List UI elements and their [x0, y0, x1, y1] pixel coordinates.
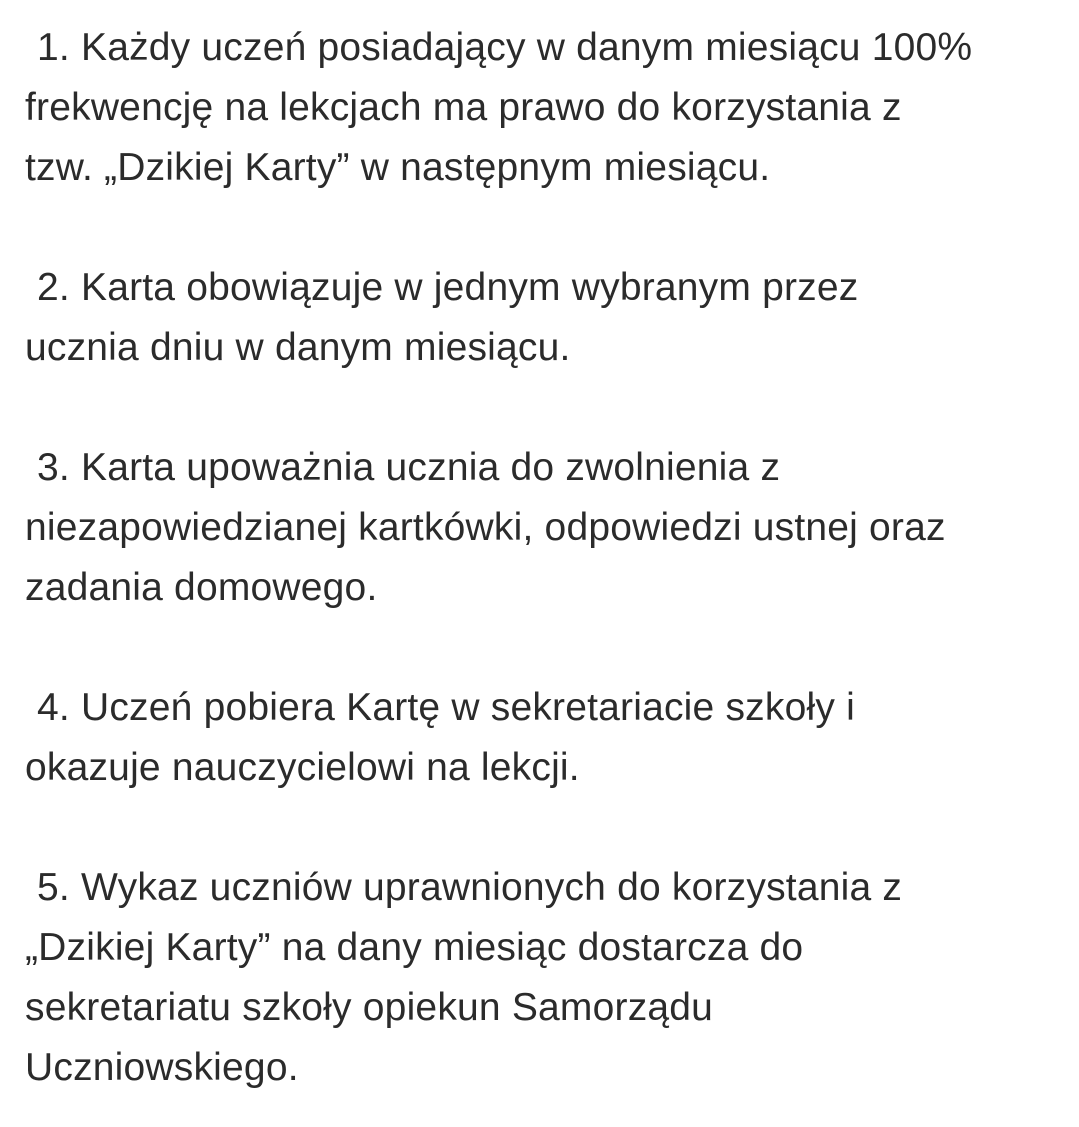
rule-1 — [25, 18, 1075, 198]
rule-text: Wykaz uczniów uprawnionych do korzystania z „Dzikiej Karty” na dany miesiąc dostarcza do sekretariatu szkoły opiekun Samorządu Uczniowskiego. — [25, 866, 903, 1089]
rule-number: 3. — [37, 446, 70, 489]
rule-text: Uczeń pobiera Kartę w sekretariacie szkoły i okazuje nauczycielowi na lekcji. — [25, 686, 855, 789]
rule-text: Karta upoważnia ucznia do zwolnienia z niezapowiedzianej kartkówki, odpowiedzi ustnej oraz zadania domowego. — [25, 446, 946, 609]
rule-3 — [25, 438, 1075, 618]
rule-number: 5. — [37, 866, 70, 909]
rule-text: Każdy uczeń posiadający w danym miesiącu 100% frekwencję na lekcjach ma prawo do korzystania z tzw. „Dzikiej Karty” w następnym miesiącu. — [25, 26, 973, 189]
rule-number: 4. — [37, 686, 70, 729]
rule-5 — [25, 858, 1075, 1098]
rule-4 — [25, 678, 1075, 798]
rule-number: 1. — [37, 26, 70, 69]
rule-text: Karta obowiązuje w jednym wybranym przez ucznia dniu w danym miesiącu. — [25, 266, 859, 369]
rule-2 — [25, 258, 1075, 378]
rule-number: 2. — [37, 266, 70, 309]
rules-document — [25, 18, 1075, 1098]
